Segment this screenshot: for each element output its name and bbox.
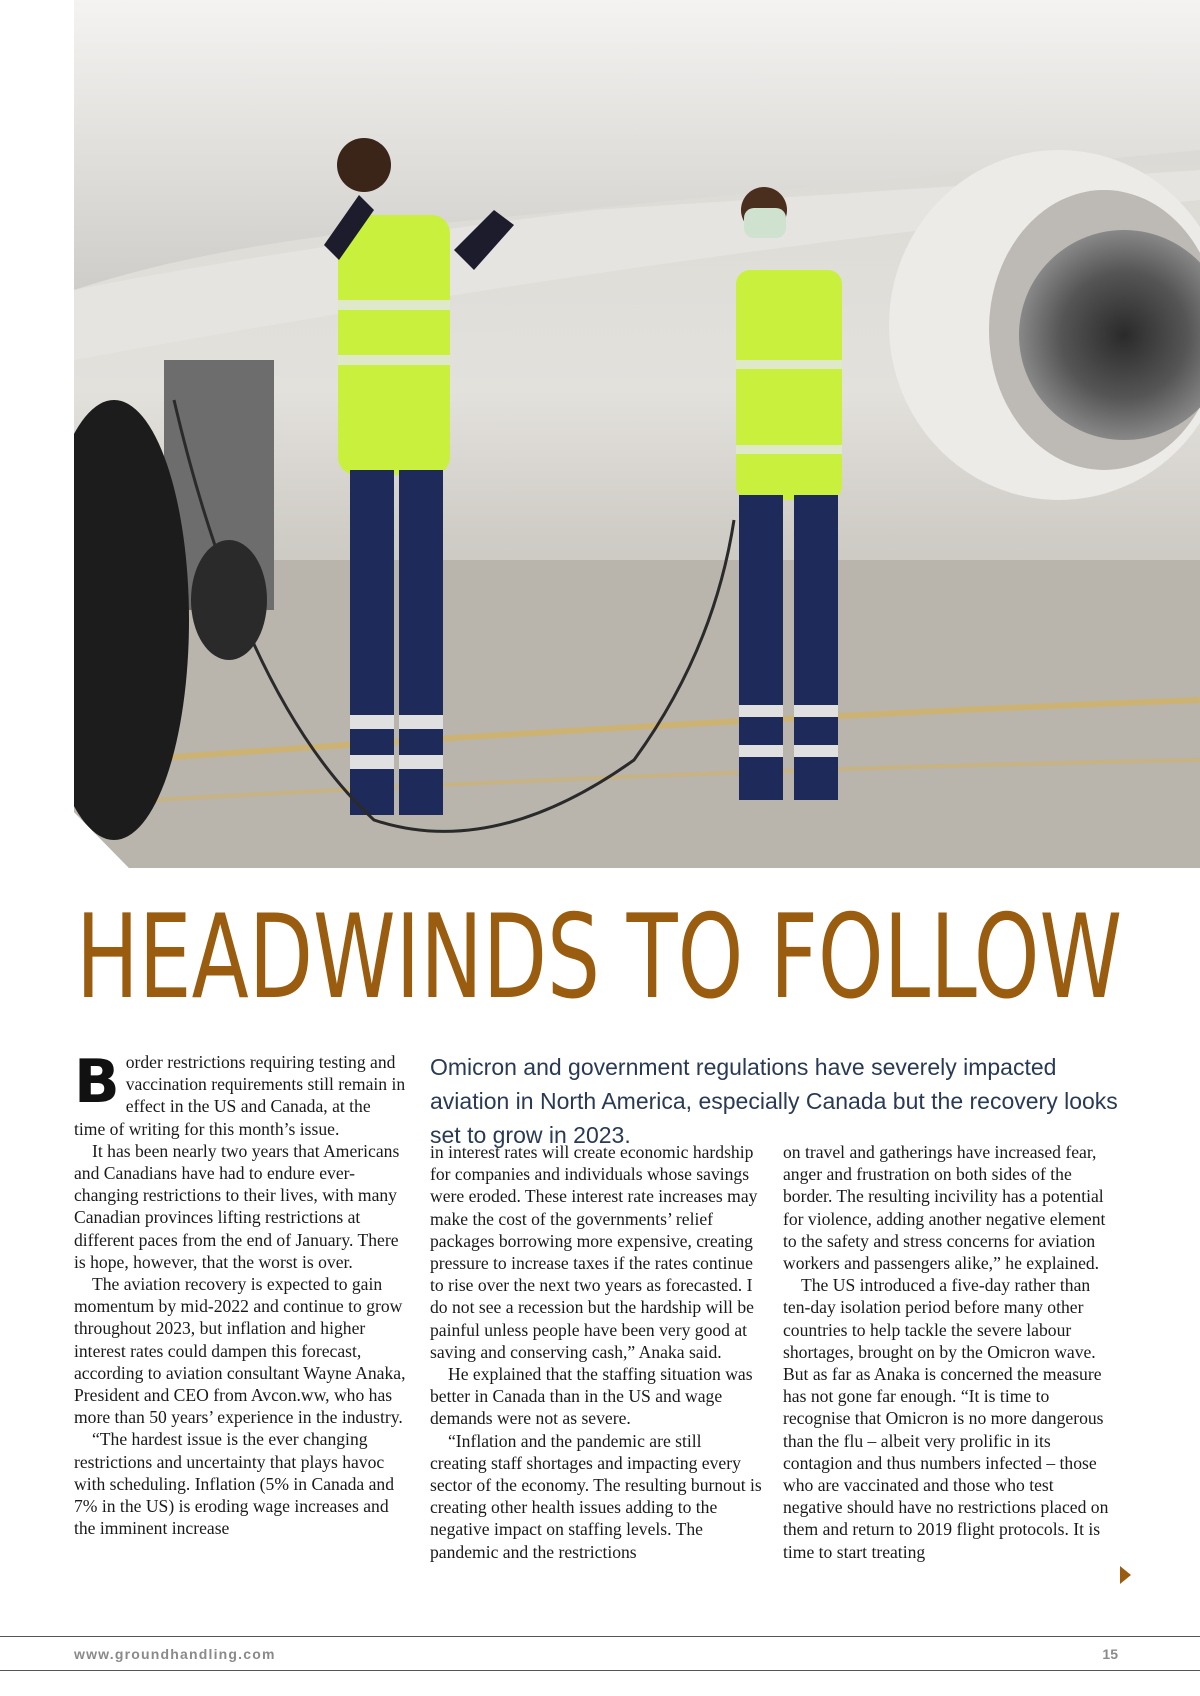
footer-rule-bottom	[0, 1670, 1200, 1671]
headline: HEADWINDS TO FOLLOW	[76, 890, 1123, 1025]
continue-arrow-icon	[1120, 1566, 1131, 1584]
paragraph: order restrictions requiring testing and vaccination requirements still remain in effect in the US and Canada, at the time of writing for this month’s issue.	[74, 1052, 406, 1139]
standfirst: Omicron and government regulations have severely impacted aviation in North America, especially Canada but the recovery looks set to grow in 2023.	[430, 1054, 1118, 1148]
paragraph: The US introduced a five-day rather than ten-day isolation period before many other countries to help tackle the severe labour shortages, brought on by the Omicron wave. But as far as Anaka is concerned the measure has not gone far enough. “It is time to recognise that Omicron is no more dangerous than the flu – albeit very prolific in its contagion and thus numbers infected – those who are vaccinated and those who test negative should have no restrictions placed on them and return to 2019 flight protocols. It is time to start treating	[783, 1275, 1109, 1562]
paragraph: The aviation recovery is expected to gain momentum by mid-2022 and continue to grow throughout 2023, but inflation and higher interest rates could dampen this forecast, according to aviation consultant Wayne Anaka, President and CEO from Avcon.ww, who has more than 50 years’ experience in the industry.	[74, 1274, 406, 1428]
article-column-3	[783, 1141, 1115, 1563]
paragraph: on travel and gatherings have increased fear, anger and frustration on both sides of the border. The resulting incivility has a potential for violence, adding another negative element to the safety and stress concerns for aviation workers and passengers alike,” he explained.	[783, 1142, 1106, 1274]
article-column-2	[430, 1141, 762, 1563]
article-column-1	[74, 1047, 406, 1539]
paragraph: He explained that the staffing situation was better in Canada than in the US and wage demands were not as severe.	[430, 1364, 753, 1429]
hero-photo	[74, 0, 1200, 868]
paragraph: “The hardest issue is the ever changing restrictions and uncertainty that plays havoc with scheduling. Inflation (5% in Canada and 7% in the US) is eroding wage increases and the imminent increase	[74, 1429, 395, 1539]
paragraph: in interest rates will create economic hardship for companies and individuals whose savings were eroded. These interest rate increases may make the cost of the governments’ relief packages borrowing more expensive, creating pressure to increase taxes if the rates continue to rise over the next two years as forecasted. I do not see a recession but the hardship will be painful unless people have been very good at saving and conserving cash,” Anaka said.	[430, 1142, 758, 1362]
paragraph: “Inflation and the pandemic are still creating staff shortages and impacting every sector of the economy. The resulting burnout is creating other health issues adding to the negative impact on staffing levels. The pandemic and the restrictions	[430, 1430, 762, 1562]
paragraph: It has been nearly two years that Americans and Canadians have had to endure ever-changing restrictions to their lives, with many Canadian provinces lifting restrictions at different paces from the end of January. There is hope, however, that the worst is over.	[74, 1140, 400, 1272]
footer-rule-top	[0, 1636, 1200, 1637]
page-number: 15	[1102, 1646, 1118, 1662]
drop-cap: B	[74, 1047, 120, 1117]
footer-url: www.groundhandling.com	[74, 1646, 276, 1662]
